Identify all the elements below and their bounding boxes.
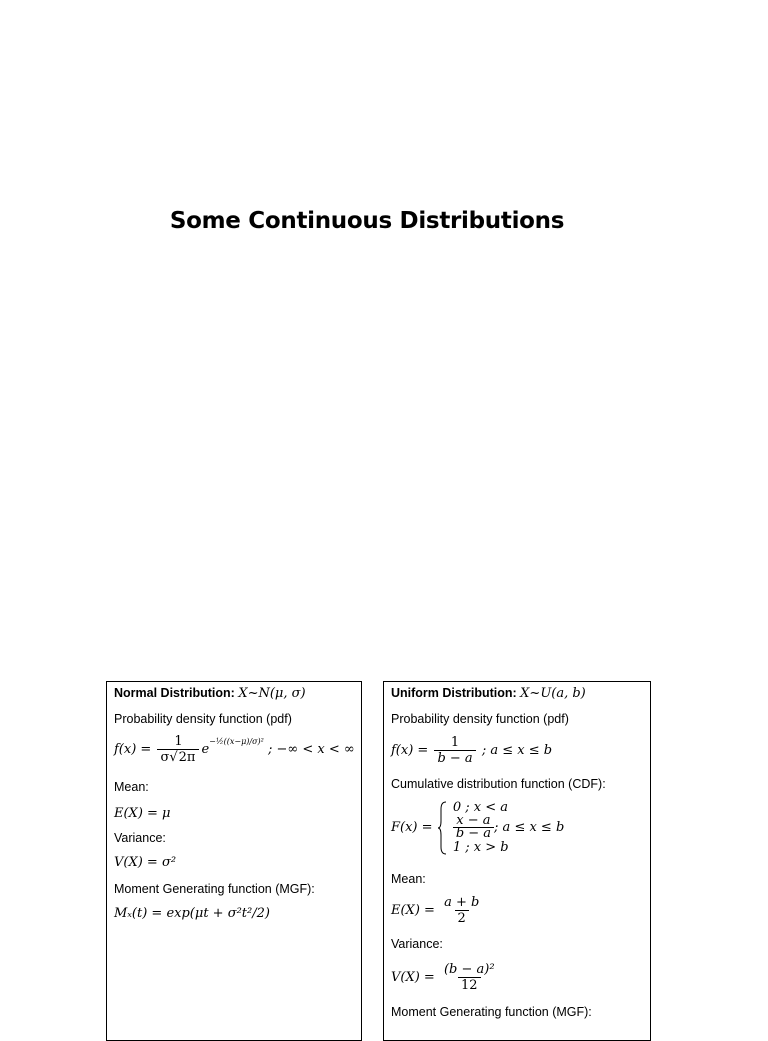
normal-mgf-formula: Mₓ(t) = exp(μt + σ²t²/2) xyxy=(114,906,270,921)
uniform-pdf-domain: ; a ≤ x ≤ b xyxy=(481,743,553,758)
uniform-mgf-label: Moment Generating function (MGF): xyxy=(391,1005,592,1019)
uniform-pdf-label: Probability density function (pdf) xyxy=(391,712,569,726)
uniform-cdf-cases xyxy=(453,800,564,855)
uniform-notation: X~U(a, b) xyxy=(520,686,586,701)
normal-heading: Normal Distribution: xyxy=(114,686,235,700)
uniform-mean-numerator: a + b xyxy=(444,895,480,910)
normal-pdf-den-sigma: σ√ xyxy=(160,750,178,765)
uniform-cdf-case-3: 1 ; x > b xyxy=(452,840,509,855)
normal-pdf-domain: ; −∞ < x < ∞ xyxy=(268,742,355,757)
uniform-cdf-label: Cumulative distribution function (CDF): xyxy=(391,777,606,791)
uniform-cdf-case2-condition: ; a ≤ x ≤ b xyxy=(494,820,565,835)
uniform-cdf-case2-fraction xyxy=(453,815,494,840)
uniform-variance-denominator: 12 xyxy=(458,977,481,993)
normal-distribution-box xyxy=(106,681,362,1041)
uniform-variance-fraction xyxy=(441,962,498,993)
uniform-mean-fraction xyxy=(441,895,482,926)
uniform-variance-lhs: V(X) = xyxy=(391,970,435,985)
uniform-mean-lhs: E(X) = xyxy=(391,903,435,918)
page-title: Some Continuous Distributions xyxy=(169,208,565,234)
uniform-pdf-fraction xyxy=(434,735,475,766)
uniform-pdf-numerator: 1 xyxy=(450,735,460,750)
uniform-variance-numerator: (b − a)² xyxy=(443,962,495,977)
uniform-cdf-case-2 xyxy=(453,815,564,840)
uniform-mean-label: Mean: xyxy=(391,872,426,886)
normal-mean-formula: E(X) = μ xyxy=(114,806,171,821)
uniform-cdf-case2-numerator: x − a xyxy=(456,813,491,828)
uniform-cdf-lhs: F(x) = xyxy=(391,820,433,835)
normal-pdf-label: Probability density function (pdf) xyxy=(114,712,292,726)
uniform-distribution-box xyxy=(383,681,651,1041)
normal-pdf-denominator xyxy=(157,749,199,765)
normal-variance-formula: V(X) = σ² xyxy=(114,855,177,870)
left-brace-icon xyxy=(437,801,447,855)
normal-variance-label: Variance: xyxy=(114,831,166,845)
uniform-cdf-case2-denominator: b − a xyxy=(453,827,494,840)
normal-pdf-lhs: f(x) = xyxy=(114,742,152,757)
uniform-mean-denominator: 2 xyxy=(455,910,469,926)
uniform-variance-label: Variance: xyxy=(391,937,443,951)
uniform-pdf-formula xyxy=(391,735,552,766)
normal-pdf-numerator: 1 xyxy=(174,734,183,749)
uniform-pdf-lhs: f(x) = xyxy=(391,743,429,758)
normal-pdf-fraction xyxy=(157,734,199,765)
uniform-mean-formula xyxy=(391,895,484,926)
normal-pdf-exponent: −½((x−μ)/σ)² xyxy=(209,737,264,746)
uniform-pdf-denominator: b − a xyxy=(434,750,475,766)
uniform-cdf-formula xyxy=(391,800,564,855)
normal-notation: X~N(μ, σ) xyxy=(238,686,306,701)
normal-pdf-formula xyxy=(114,734,355,765)
normal-mean-label: Mean: xyxy=(114,780,149,794)
normal-mgf-label: Moment Generating function (MGF): xyxy=(114,882,315,896)
normal-pdf-exp-base: e xyxy=(201,742,210,757)
uniform-variance-formula xyxy=(391,962,500,993)
normal-heading-row xyxy=(114,686,306,701)
uniform-heading-row xyxy=(391,686,586,701)
normal-pdf-den-root: 2π xyxy=(178,750,196,765)
uniform-cdf-case-1: 0 ; x < a xyxy=(452,800,508,815)
uniform-heading: Uniform Distribution: xyxy=(391,686,517,700)
